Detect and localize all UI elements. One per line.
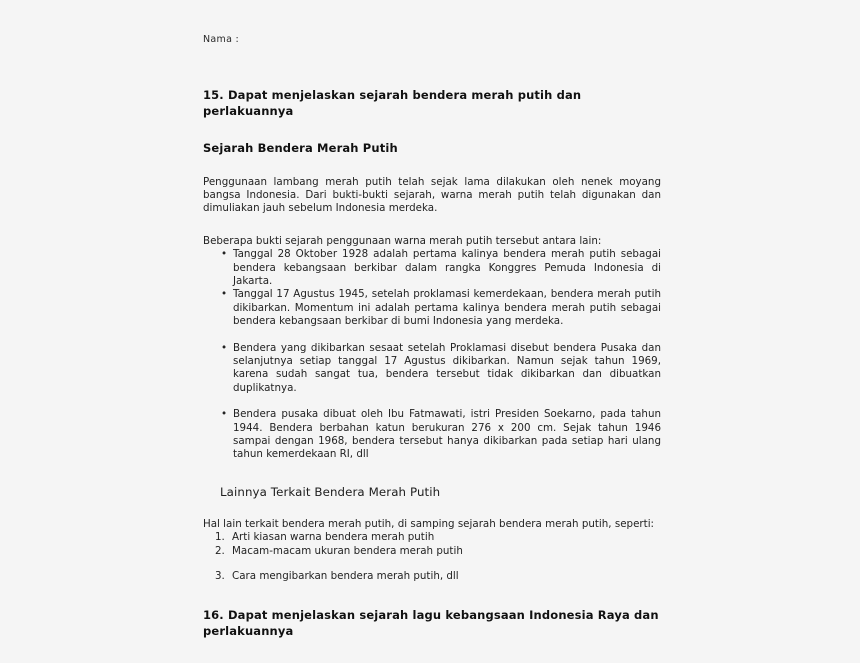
sejarah-bullet-list — [203, 248, 661, 462]
list-item-text: Arti kiasan warna bendera merah putih — [232, 531, 435, 544]
section-16-heading: 16. Dapat menjelaskan sejarah lagu kebangsaan Indonesia Raya dan perlakuannya — [203, 608, 659, 638]
list-item-text: Macam-macam ukuran bendera merah putih — [232, 544, 463, 557]
list-number: 1. — [215, 531, 225, 544]
list-item-text: Tanggal 17 Agustus 1945, setelah proklamasi kemerdekaan, bendera merah putih dikibarkan. Momentum ini adalah pertama kalinya bendera merah putih sebagai bendera kebangsaan berkibar di bumi Indonesia yang merdeka. — [233, 288, 661, 328]
list-item — [203, 342, 661, 396]
nama-label: Nama : — [203, 34, 240, 45]
lainnya-numbered-list — [203, 531, 661, 584]
list-item — [203, 531, 661, 545]
list-item-text: Bendera pusaka dibuat oleh Ibu Fatmawati, istri Presiden Soekarno, pada tahun 1944. Bendera berbahan katun berukuran 276 x 200 cm. Sejak tahun 1946 sampai dengan 1968, bendera tersebut hanya dikibarkan pada setiap hari ulang tahun kemerdekaan RI, dll — [233, 408, 661, 461]
bullet-icon: • — [221, 248, 228, 261]
paragraph-penggunaan-lambang: Penggunaan lambang merah putih telah sejak lama dilakukan oleh nenek moyang bangsa Indonesia. Dari bukti-bukti sejarah, warna merah putih telah digunakan dan dimuliakan jauh sebelum Indonesia merdeka. — [203, 175, 661, 215]
list-item-text: Bendera yang dikibarkan sesaat setelah Proklamasi disebut bendera Pusaka dan selanjutnya setiap tanggal 17 Agustus dikibarkan. Namun sejak tahun 1969, karena sudah sangat tua, bendera tersebut tidak dikibarkan dan dibuatkan duplikatnya. — [233, 341, 661, 394]
lainnya-terkait-heading: Lainnya Terkait Bendera Merah Putih — [220, 484, 441, 499]
paragraph-hal-lain: Hal lain terkait bendera merah putih, di samping sejarah bendera merah putih, seperti: — [203, 517, 655, 530]
paragraph-beberapa-bukti: Beberapa bukti sejarah penggunaan warna merah putih tersebut antara lain: — [203, 234, 602, 247]
list-number: 3. — [215, 570, 225, 583]
list-item — [203, 408, 661, 462]
list-item — [203, 248, 661, 288]
list-number: 2. — [215, 544, 225, 557]
list-item — [203, 570, 661, 584]
bullet-icon: • — [221, 408, 228, 421]
list-item — [203, 288, 661, 328]
list-item — [203, 545, 661, 559]
heading-spacer — [203, 46, 661, 88]
bullet-icon: • — [221, 288, 228, 301]
list-item-text: Cara mengibarkan bendera merah putih, dll — [232, 570, 459, 583]
section-15-heading: 15. Dapat menjelaskan sejarah bendera merah putih dan perlakuannya — [203, 88, 582, 118]
list-item-text: Tanggal 28 Oktober 1928 adalah pertama kalinya bendera merah putih sebagai bendera kebangsaan berkibar dalam rangka Konggres Pemuda Indonesia di Jakarta. — [233, 248, 661, 287]
bullet-icon: • — [221, 341, 228, 354]
section-15-subheading: Sejarah Bendera Merah Putih — [203, 141, 398, 155]
document-content — [203, 33, 661, 639]
